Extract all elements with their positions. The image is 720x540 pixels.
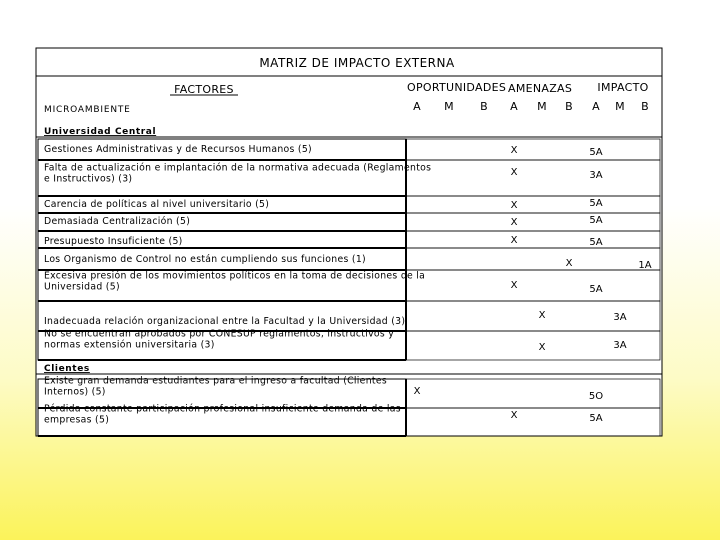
impact-value: 3A xyxy=(613,312,627,323)
x-mark: X xyxy=(565,258,573,269)
level-col-6: B xyxy=(565,100,573,113)
factor-text: Los Organismo de Control no están cumpliendo sus funciones (1) xyxy=(44,254,366,265)
matrix-title: MATRIZ DE IMPACTO EXTERNA xyxy=(259,56,455,70)
threats-header: AMENAZAS xyxy=(508,82,573,95)
x-mark: X xyxy=(538,342,546,353)
x-mark: X xyxy=(510,167,518,178)
factor-text: normas extensión universitaria (3) xyxy=(44,339,215,351)
x-mark: X xyxy=(510,410,518,421)
factor-text: Falta de actualización e implantación de la normativa adecuada (Reglamentos xyxy=(44,162,432,174)
x-mark: X xyxy=(510,217,518,228)
factor-text: e Instructivos) (3) xyxy=(44,173,133,185)
factor-text: Universidad (5) xyxy=(44,281,120,293)
factor-text: empresas (5) xyxy=(44,414,110,426)
impact-value: 5A xyxy=(589,237,603,248)
section-title: Universidad Central xyxy=(44,127,157,137)
x-mark: X xyxy=(538,310,546,321)
factor-text: No se encuentran aprobados por CONESUP reglamentos, instructivos y xyxy=(44,328,395,340)
impact-value: 5A xyxy=(589,198,603,209)
factors-label: FACTORES xyxy=(174,83,234,96)
level-col-7: A xyxy=(592,100,600,113)
factor-text: Existe gran demanda estudiantes para el ingreso a facultad (Clientes xyxy=(44,375,387,387)
level-col-2: M xyxy=(444,100,454,113)
factor-text: Gestiones Administrativas y de Recursos Humanos (5) xyxy=(44,144,312,155)
factor-text: Demasiada Centralización (5) xyxy=(44,216,191,227)
x-mark: X xyxy=(510,280,518,291)
factor-text: Presupuesto Insuficiente (5) xyxy=(44,236,183,247)
factor-text: Internos) (5) xyxy=(44,386,106,398)
level-col-9: B xyxy=(641,100,649,113)
impact-value: 3A xyxy=(613,340,627,351)
impact-value: 3A xyxy=(589,170,603,181)
impact-value: 5A xyxy=(589,284,603,295)
x-mark: X xyxy=(510,145,518,156)
x-mark: X xyxy=(510,200,518,211)
level-col-8: M xyxy=(615,100,625,113)
impact-value: 1A xyxy=(638,260,652,271)
level-col-1: A xyxy=(413,100,421,113)
factor-text: Inadecuada relación organizacional entre la Facultad y la Universidad (3) xyxy=(44,316,406,327)
factor-text: Carencia de políticas al nivel universitario (5) xyxy=(44,199,270,210)
opportunities-header: OPORTUNIDADES xyxy=(407,81,507,94)
level-col-3: B xyxy=(480,100,488,113)
impact-value: 5A xyxy=(589,413,603,424)
level-col-4: A xyxy=(510,100,518,113)
x-mark: X xyxy=(510,235,518,246)
impact-value: 5A xyxy=(589,215,603,226)
factor-text: Excesiva presión de los movimientos políticos en la toma de decisiones de la xyxy=(44,270,426,282)
factor-text: Pérdida constante participación profesional insuficiente demanda de las xyxy=(44,403,401,415)
level-col-5: M xyxy=(537,100,547,113)
x-mark: X xyxy=(413,386,421,397)
impact-header: IMPACTO xyxy=(597,81,649,94)
impact-value: 5O xyxy=(588,391,604,402)
microenvironment-label: MICROAMBIENTE xyxy=(44,105,131,115)
impact-value: 5A xyxy=(589,147,603,158)
section-title: Clientes xyxy=(44,364,90,374)
